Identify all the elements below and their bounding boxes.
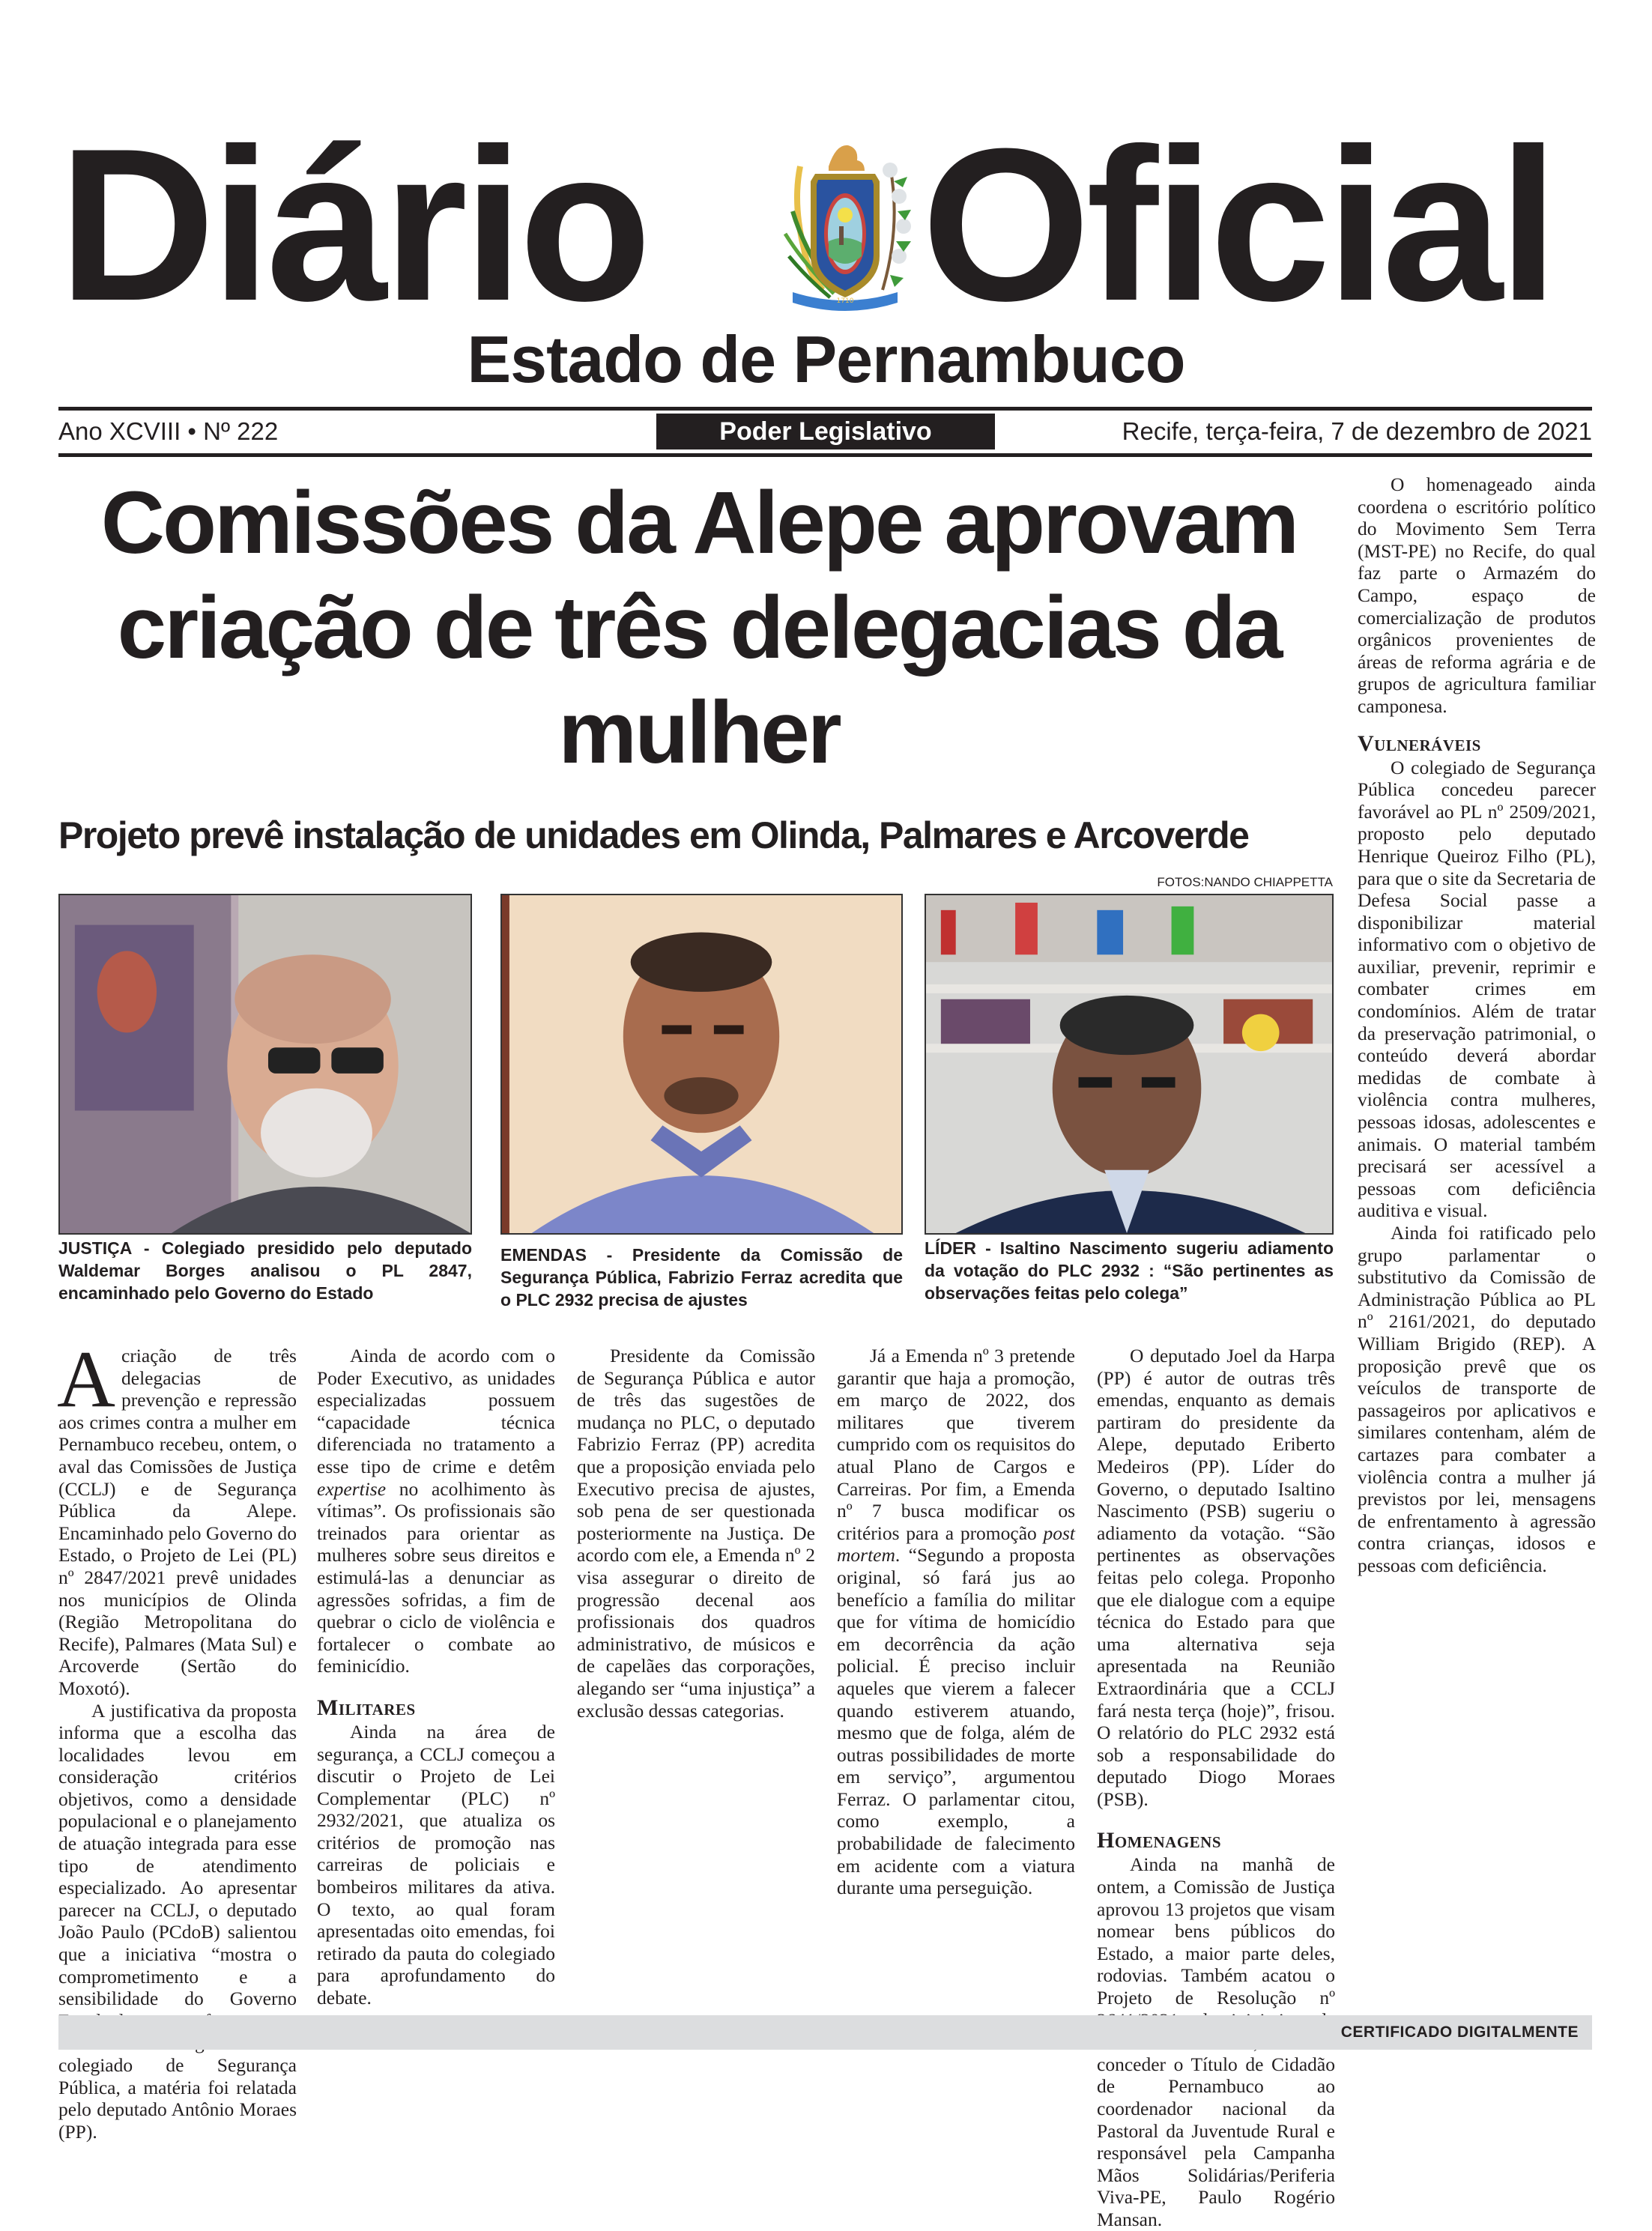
paragraph-text: O deputado Joel da Harpa (PP) é autor de outras três emendas, enquanto as demais partiram do presidente da Alepe, deputado Eriberto Medeiros (PP). Líder do Governo, o deputado Isaltino Nascimento (PSB) sugeriu o adiamento da votação. “São pertinentes as observações feitas pelo colega. Proponho que ele dialogue com a equipe técnica do Estado para que uma alternativa seja apresentada na Reunião Extraordinária que a CCLJ fará nesta terça (hoje)”, frisou. O relatório do PLC 2932 está sob a responsabilidade do deputado Diogo Moraes (PSB). [1097, 1345, 1335, 1810]
paragraph [837, 1345, 1075, 1899]
paragraph-text: A justificativa da proposta informa que a escolha das localidades levou em consideração critérios objetivos, como a densidade populacional e o planejamento de atuação integrada para esse tipo de atendimento especializado. Ao apresentar parecer na CCLJ, o deputado João Paulo (PCdoB) salientou que a iniciativa “mostra o comprometimento e a sensibilidade do Governo colegiado de Segurança Pública, a matéria foi relatada pelo deputado Antônio Moraes (PP). [58, 1699, 297, 2143]
digital-certificate-label: CERTIFICADO DIGITALMENTE [1340, 2023, 1579, 2041]
masthead-title-left: Diário [58, 103, 647, 346]
issue-info-bar [58, 414, 1592, 451]
paragraph [577, 1345, 815, 1722]
text-column [1358, 473, 1596, 1577]
photo-caption: LÍDER - Isaltino Nascimento sugeriu adiamento da votação do PLC 2932 : “São pertinentes as observações feitas pelo colega” [925, 1238, 1334, 1303]
paragraph-text: Ainda foi ratificado pelo grupo parlamentar o substitutivo da Comissão de Administração Pública ao PL nº 2161/2021, do deputado William Brigido (REP). A proposição prevê que os veículos de transporte de passageiros por aplicativos e similares contenham, além de cartazes para combater a violência contra a mulher já previstos por lei, mensagens de enfrentamento à agressão contra crianças, idosos e pessoas com deficiência. [1358, 1222, 1596, 1576]
drop-cap: A [57, 1335, 115, 1424]
photo-caption: EMENDAS - Presidente da Comissão de Segurança Pública, Fabrizio Ferraz acredita que o PLC 2932 precisa de ajustes [500, 1245, 903, 1310]
section-subhead: Vulneráveis [1358, 730, 1481, 756]
photo-isaltino-nascimento [925, 894, 1334, 1235]
issue-edition: Ano XCVIII • Nº 222 [58, 417, 279, 445]
article-deck: Projeto prevê instalação de unidades em Olinda, Palmares e Arcoverde [58, 814, 1249, 856]
section-subhead: Homenagens [1097, 1828, 1222, 1853]
masthead-title [58, 103, 1594, 346]
text-column [1097, 1345, 1335, 2231]
italic-term: expertise [317, 1477, 387, 1500]
paragraph [57, 1335, 297, 1700]
photo-credit: FOTOS:NANDO CHIAPPETTA [1157, 875, 1333, 889]
divider-top [58, 407, 1592, 411]
masthead-title-right: Oficial [922, 103, 1555, 346]
paragraph-text: criação de três delegacias de prevenção e repressão aos crimes contra a mulher em Pernambuco recebeu, ontem, o aval das Comissões de Justiça (CCLJ) e de Segurança Pública da Alepe. Encaminhado pelo Governo do Estado, o Projeto de Lei (PL) nº 2847/2021 prevê unidades nos municípios de Olinda (Região Metropolitana do Recife), Palmares (Mata Sul) e Arcoverde (Sertão do Moxotó). [58, 1345, 297, 1699]
photo-waldemar-borges [58, 894, 472, 1235]
paragraph-text: O colegiado de Segurança Pública concedeu parecer favorável ao PL nº 2509/2021, proposto pelo deputado Henrique Queiroz Filho (PL), para que o site da Secretaria de Defesa Social passe a disponibilizar material informativo com o objetivo de auxiliar, prevenir, reprimir e combater crimes em condomínios. Além de tratar da preservação patrimonial, o conteúdo deverá abordar medidas de combate à violência contra mulheres, pessoas idosas, adolescentes e animais. O material também precisará ser acessível a pessoas com deficiência auditiva e visual. [1358, 756, 1596, 1222]
paragraph-text: Ainda na área de segurança, a CCLJ começou a discutir o Projeto de Lei Complementar (PLC) nº 2932/2021, que atualiza os critérios de promoção nas carreiras de policiais e bombeiros militares da ativa. O texto, ao qual foram apresentadas oito emendas, foi retirado da pauta do colegiado para aprofundamento do debate. [317, 1720, 555, 2009]
photo-fabrizio-ferraz [500, 894, 903, 1235]
svg-text:1710: 1710 [836, 297, 854, 305]
paragraph [317, 1721, 555, 2009]
paragraph [58, 1700, 297, 2143]
paragraph-text: Ainda na manhã de ontem, a Comissão de Justiça aprovou 13 projetos que visam nomear bens públicos do Estado, a maior parte deles, rodovias. Também acatou o Projeto de Resolução nº conceder o Título de Cidadão de Pernambuco ao coordenador nacional da Pastoral da Juventude Rural e responsável pela Campanha Mãos Solidárias/Periferia Viva-PE, Paulo Rogério Mansan. [1097, 1853, 1335, 2230]
issue-date: Recife, terça-feira, 7 de dezembro de 2021 [1122, 417, 1592, 445]
divider-bottom [58, 453, 1592, 457]
section-label: Poder Legislativo [656, 414, 995, 449]
paragraph [1097, 1345, 1335, 1810]
paragraph [317, 1345, 555, 1677]
paragraph [1358, 1222, 1596, 1577]
photo-caption: JUSTIÇA - Colegiado presidido pelo deputado Waldemar Borges analisou o PL 2847, encaminhado pelo Governo do Estado [58, 1238, 472, 1303]
section-subhead: Militares [317, 1695, 416, 1720]
text-column [837, 1345, 1075, 1899]
italic-term: post mortem [837, 1522, 1075, 1566]
pernambuco-coat-of-arms-icon [770, 136, 920, 316]
text-column [577, 1345, 815, 1722]
paragraph [1358, 473, 1596, 718]
paragraph-text: Ainda de acordo com o Poder Executivo, as unidades especializadas possuem “capacidade técnica diferenciada no tratamento a esse tipo de crime e detêm [317, 1345, 555, 1477]
masthead-state: Estado de Pernambuco [467, 322, 1185, 396]
paragraph-text: Presidente da Comissão de Segurança Pública e autor de três das sugestões de mudança no PLC, o deputado Fabrizio Ferraz (PP) acredita que a proposição enviada pelo Executivo precisa de ajustes, sob pena de ser questionada posteriormente na Justiça. De acordo com ele, a Emenda nº 2 visa assegurar o direito de progressão decenal aos profissionais dos quadros administrativo, de músicos e de capelães das corporações, alegando ser “uma injustiça” a exclusão dessas categorias. [577, 1345, 815, 1722]
footer-bar [58, 2015, 1592, 2050]
text-column [317, 1345, 555, 2009]
paragraph-text: no acolhimento às vítimas”. Os profissionais são treinados para orientar as mulheres sobre seus direitos e estimulá-las a denunciar as agressões sofridas, a fim de quebrar o ciclo de violência e fortalecer o combate ao feminicídio. [317, 1477, 555, 1677]
paragraph-text: . “Segundo a proposta original, só fará jus ao benefício a família do militar que for vítima de homicídio em decorrência da ação policial. É preciso incluir aqueles que vierem a falecer quando estiverem atuando, mesmo que de folga, além de outras possibilidades de morte em serviço”, argumentou Ferraz. O parlamentar citou, como exemplo, a probabilidade de falecimento em acidente com a viatura durante uma perseguição. [837, 1544, 1075, 1899]
paragraph-text: Já a Emenda nº 3 pretende garantir que haja a promoção, em março de 2022, dos militares que tiverem cumprido com os requisitos do atual Plano de Cargos e Carreiras. Por fim, a Emenda nº 7 busca modificar os critérios para a promoção [837, 1345, 1075, 1544]
article-headline: Comissões da Alepe aprovam criação de três delegacias da mulher [100, 473, 1298, 782]
paragraph-text: O homenageado ainda coordena o escritório político do Movimento Sem Terra (MST-PE) no Recife, do qual faz parte o Armazém do Campo, espaço de comercialização de produtos orgânicos provenientes de áreas de reforma agrária e de grupos de agricultura familiar camponesa. [1358, 473, 1596, 717]
paragraph [1358, 757, 1596, 1222]
